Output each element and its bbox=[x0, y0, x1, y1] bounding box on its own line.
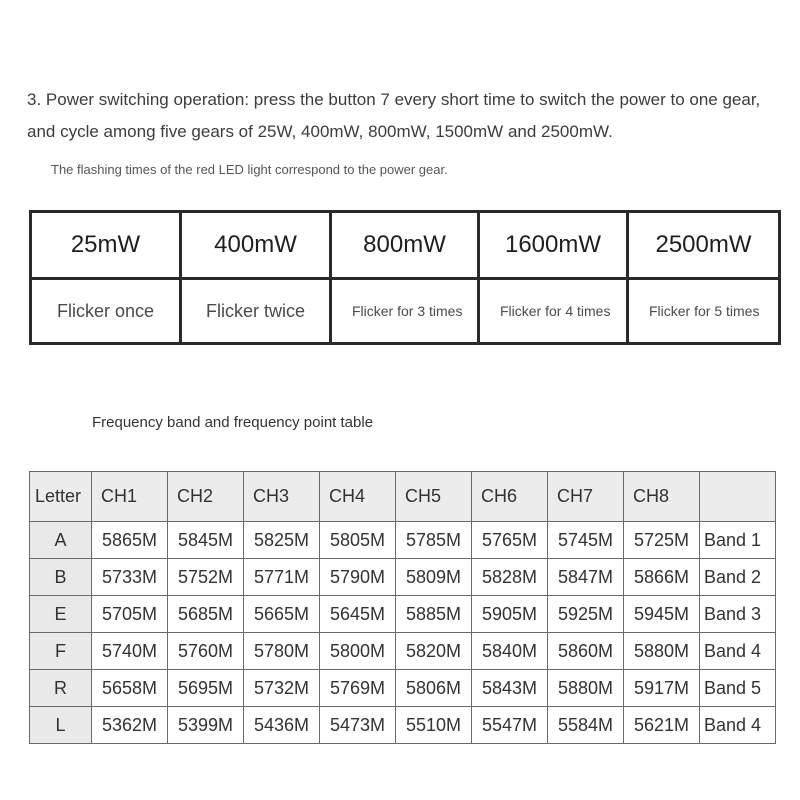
frequency-cell: 5645M bbox=[320, 596, 396, 633]
flicker-cell: Flicker twice bbox=[181, 279, 331, 344]
band-label: Band 1 bbox=[700, 522, 776, 559]
flicker-cell: Flicker for 3 times bbox=[331, 279, 479, 344]
band-label: Band 4 bbox=[700, 633, 776, 670]
channel-header: CH5 bbox=[396, 472, 472, 522]
channel-header: CH8 bbox=[624, 472, 700, 522]
flicker-cell: Flicker once bbox=[31, 279, 181, 344]
frequency-header-row bbox=[30, 472, 776, 522]
frequency-cell: 5621M bbox=[624, 707, 700, 744]
frequency-cell: 5771M bbox=[244, 559, 320, 596]
frequency-cell: 5780M bbox=[244, 633, 320, 670]
frequency-cell: 5658M bbox=[92, 670, 168, 707]
frequency-cell: 5885M bbox=[396, 596, 472, 633]
frequency-cell: 5785M bbox=[396, 522, 472, 559]
frequency-cell: 5825M bbox=[244, 522, 320, 559]
band-letter: L bbox=[30, 707, 92, 744]
power-cell: 400mW bbox=[181, 212, 331, 279]
led-flash-note: The flashing times of the red LED light correspond to the power gear. bbox=[51, 162, 448, 177]
frequency-cell: 5790M bbox=[320, 559, 396, 596]
band-label: Band 4 bbox=[700, 707, 776, 744]
power-cell: 25mW bbox=[31, 212, 181, 279]
band-letter: R bbox=[30, 670, 92, 707]
frequency-cell: 5362M bbox=[92, 707, 168, 744]
frequency-cell: 5685M bbox=[168, 596, 244, 633]
frequency-cell: 5945M bbox=[624, 596, 700, 633]
frequency-cell: 5809M bbox=[396, 559, 472, 596]
power-switching-instructions: 3. Power switching operation: press the button 7 every short time to switch the power to one gear, and cycle among five gears of 25W, 400mW, 800mW, 1500mW and 2500mW. bbox=[27, 90, 761, 141]
frequency-cell: 5866M bbox=[624, 559, 700, 596]
table-row bbox=[30, 596, 776, 633]
frequency-cell: 5845M bbox=[168, 522, 244, 559]
power-cell: 800mW bbox=[331, 212, 479, 279]
band-label: Band 2 bbox=[700, 559, 776, 596]
frequency-cell: 5847M bbox=[548, 559, 624, 596]
table-row bbox=[30, 707, 776, 744]
frequency-cell: 5925M bbox=[548, 596, 624, 633]
frequency-cell: 5510M bbox=[396, 707, 472, 744]
frequency-cell: 5705M bbox=[92, 596, 168, 633]
frequency-cell: 5547M bbox=[472, 707, 548, 744]
band-label: Band 5 bbox=[700, 670, 776, 707]
table-row bbox=[30, 633, 776, 670]
power-cell: 2500mW bbox=[628, 212, 780, 279]
table-row bbox=[30, 559, 776, 596]
letter-header: Letter bbox=[30, 472, 92, 522]
flicker-row bbox=[31, 279, 780, 344]
frequency-cell: 5880M bbox=[548, 670, 624, 707]
frequency-table bbox=[29, 471, 776, 744]
frequency-cell: 5860M bbox=[548, 633, 624, 670]
flicker-cell: Flicker for 5 times bbox=[628, 279, 780, 344]
frequency-cell: 5473M bbox=[320, 707, 396, 744]
power-gear-table bbox=[29, 210, 781, 345]
frequency-cell: 5820M bbox=[396, 633, 472, 670]
frequency-cell: 5840M bbox=[472, 633, 548, 670]
channel-header: CH6 bbox=[472, 472, 548, 522]
frequency-cell: 5745M bbox=[548, 522, 624, 559]
frequency-cell: 5769M bbox=[320, 670, 396, 707]
frequency-cell: 5436M bbox=[244, 707, 320, 744]
band-label: Band 3 bbox=[700, 596, 776, 633]
frequency-cell: 5917M bbox=[624, 670, 700, 707]
table-row bbox=[30, 670, 776, 707]
channel-header: CH4 bbox=[320, 472, 396, 522]
table-row bbox=[30, 522, 776, 559]
frequency-table-title: Frequency band and frequency point table bbox=[92, 414, 374, 431]
frequency-cell: 5765M bbox=[472, 522, 548, 559]
frequency-cell: 5752M bbox=[168, 559, 244, 596]
frequency-cell: 5725M bbox=[624, 522, 700, 559]
band-letter: B bbox=[30, 559, 92, 596]
frequency-cell: 5399M bbox=[168, 707, 244, 744]
band-letter: F bbox=[30, 633, 92, 670]
frequency-cell: 5665M bbox=[244, 596, 320, 633]
frequency-cell: 5760M bbox=[168, 633, 244, 670]
band-header bbox=[700, 472, 776, 522]
power-gear-row bbox=[31, 212, 780, 279]
band-letter: A bbox=[30, 522, 92, 559]
frequency-cell: 5880M bbox=[624, 633, 700, 670]
frequency-cell: 5584M bbox=[548, 707, 624, 744]
frequency-cell: 5806M bbox=[396, 670, 472, 707]
power-cell: 1600mW bbox=[479, 212, 628, 279]
frequency-cell: 5805M bbox=[320, 522, 396, 559]
channel-header: CH3 bbox=[244, 472, 320, 522]
frequency-cell: 5800M bbox=[320, 633, 396, 670]
channel-header: CH2 bbox=[168, 472, 244, 522]
band-letter: E bbox=[30, 596, 92, 633]
channel-header: CH1 bbox=[92, 472, 168, 522]
frequency-cell: 5695M bbox=[168, 670, 244, 707]
frequency-cell: 5732M bbox=[244, 670, 320, 707]
frequency-cell: 5828M bbox=[472, 559, 548, 596]
frequency-cell: 5740M bbox=[92, 633, 168, 670]
frequency-cell: 5843M bbox=[472, 670, 548, 707]
frequency-cell: 5905M bbox=[472, 596, 548, 633]
channel-header: CH7 bbox=[548, 472, 624, 522]
frequency-table-body bbox=[30, 522, 776, 744]
flicker-cell: Flicker for 4 times bbox=[479, 279, 628, 344]
frequency-cell: 5865M bbox=[92, 522, 168, 559]
frequency-cell: 5733M bbox=[92, 559, 168, 596]
